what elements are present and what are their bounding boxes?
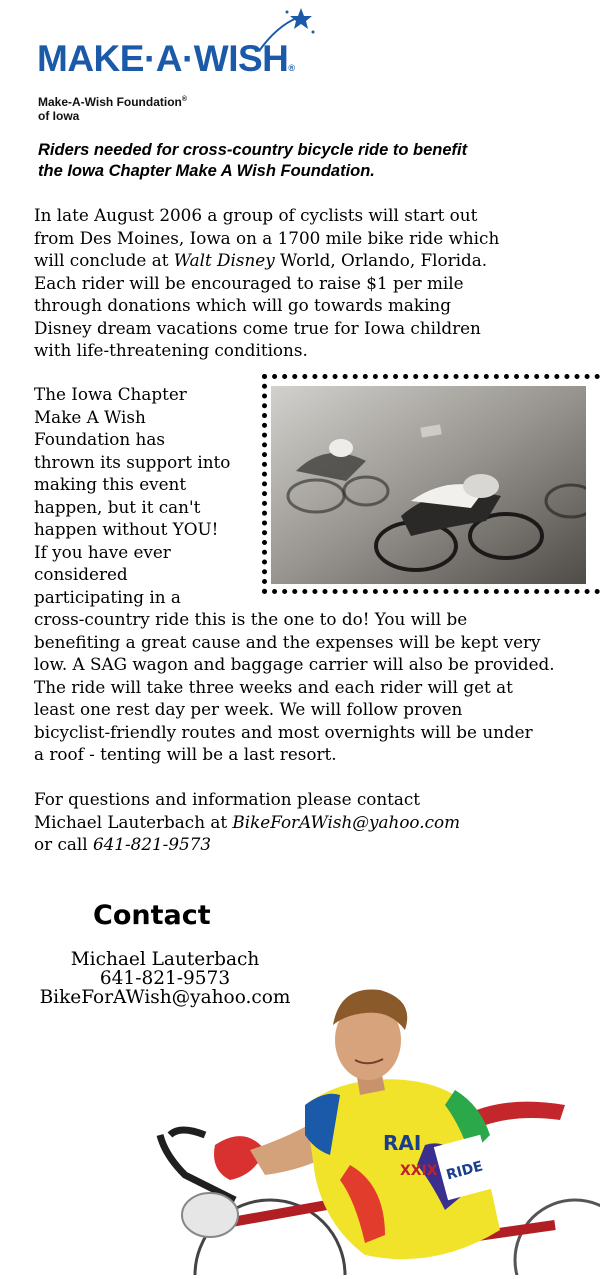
make-a-wish-logo — [37, 12, 337, 92]
svg-text:XXIX: XXIX — [400, 1163, 438, 1179]
svg-text:RAI: RAI — [383, 1131, 422, 1155]
contact-phone: 641-821-9573 — [92, 834, 212, 854]
contact-email[interactable]: BikeForAWish@yahoo.com — [39, 987, 291, 1008]
contact-phone-number: 641-821-9573 — [99, 968, 231, 989]
contact-name: Michael Lauterbach — [70, 949, 260, 970]
cyclists-photo — [271, 386, 586, 584]
support-paragraph: The Iowa Chapter Make A Wish Foundation has thrown its support into making this event happen, but it can't happen without YOU! If you have ever considered participating in a — [34, 384, 231, 607]
intro-paragraph: In late August 2006 a group of cyclists will start out from Des Moines, Iowa on a 1700 mile bike ride which will conclude at Walt Disney World, Orlando, Florida. Each rider will be encouraged to raise $1 per mile through donations which will go towards making Disney dream vacations come true for Iowa children with life-threatening conditions. — [34, 205, 500, 360]
questions-paragraph: For questions and information please contact Michael Lauterbach at BikeForAWish@yahoo.com or call 641-821-9573 — [34, 789, 460, 854]
contact-email-link[interactable]: BikeForAWish@yahoo.com — [232, 811, 460, 832]
svg-text:RIDE: RIDE — [444, 1158, 485, 1184]
details-paragraph: cross-country ride this is the one to do! You will be benefiting a great cause and the expenses will be kept very low. A SAG wagon and baggage carrier will also be provided. The ride will take three weeks and each rider will get at least one rest day per week. We will follow proven bicyclist-friendly routes and most overnights will be under a roof - tenting will be a last resort. — [34, 609, 555, 764]
rider-photo — [155, 985, 600, 1275]
headline: Riders needed for cross-country bicycle ride to benefit the Iowa Chapter Make A Wish Foundation. — [38, 141, 468, 180]
foundation-name: Make-A-Wish Foundation® of Iowa — [38, 95, 188, 123]
contact-heading: Contact — [93, 900, 211, 931]
logo-wordmark: MAKE·A·WISH® — [37, 38, 295, 79]
